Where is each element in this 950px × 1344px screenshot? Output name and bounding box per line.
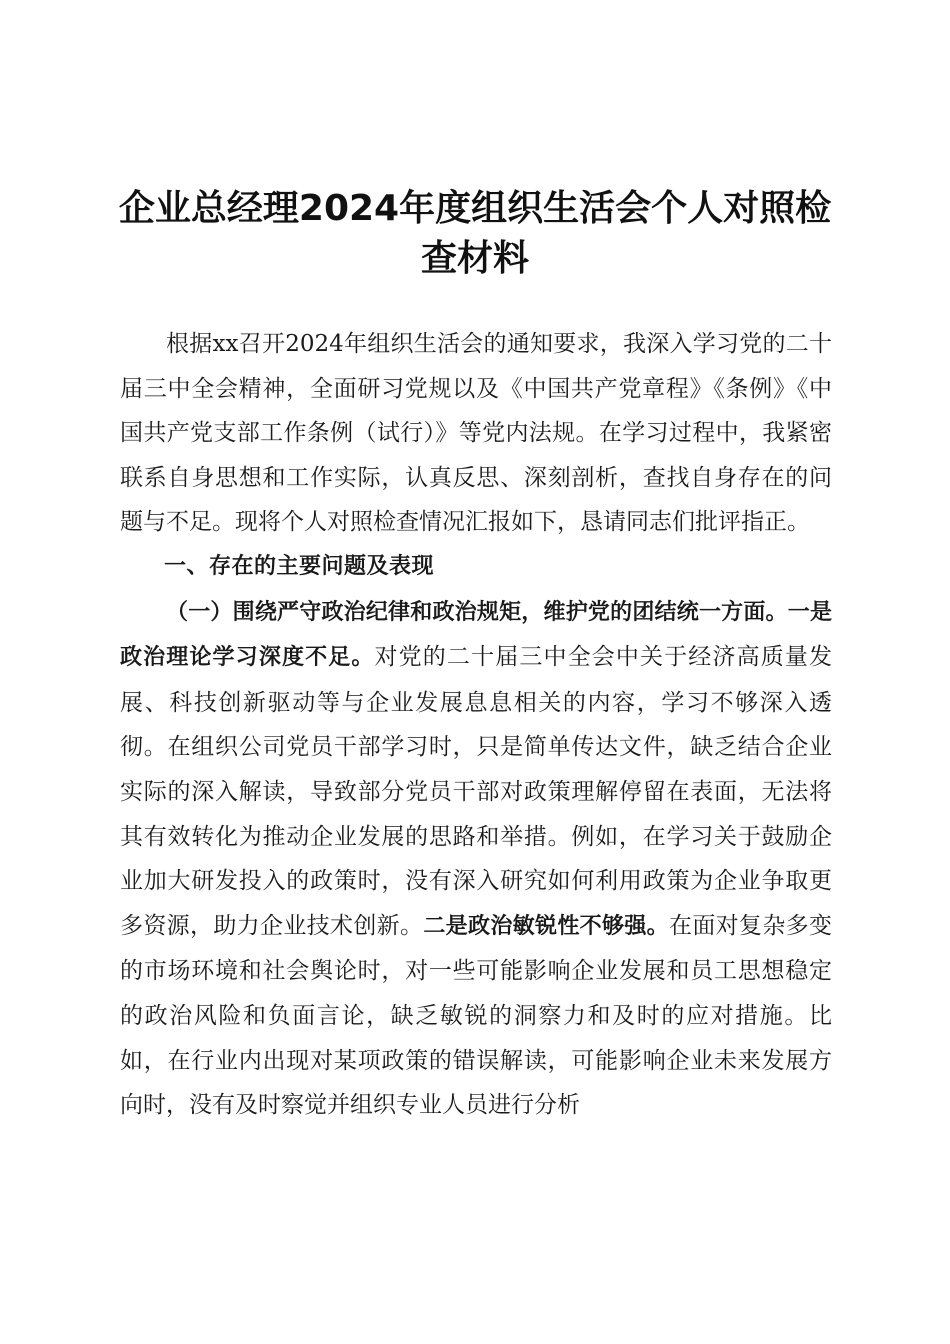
document-body [120, 322, 832, 1128]
point-one-text: 对党的二十届三中全会中关于经济高质量发展、科技创新驱动等与企业发展息息相关的内容，学习不够深入透彻。在组织公司党员干部学习时，只是简单传达文件，缺乏结合企业实际的深入解读，导致部分党员干部对政策理解停留在表面，无法将其有效转化为推动企业发展的思路和举措。例如，在学习关于鼓励企业加大研发投入的政策时，没有深入研究如何利用政策为企业争取更多资源，助力企业技术创新。 [120, 644, 832, 939]
document-title: 企业总经理2024年度组织生活会个人对照检查材料 [118, 188, 832, 279]
subsection-heading: （一）围绕严守政治纪律和政治规矩，维护党的团结统一方面。 [166, 599, 788, 625]
point-two-heading: 二是政治敏锐性不够强。 [423, 913, 669, 939]
intro-paragraph: 根据xx召开2024年组织生活会的通知要求，我深入学习党的二十届三中全会精神，全面研习党规以及《中国共产党章程》《条例》《中国共产党支部工作条例（试行）》等党内法规。在学习过程中，我紧密联系自身思想和工作实际，认真反思、深刻剖析，查找自身存在的问题与不足。现将个人对照检查情况汇报如下，恳请同志们批评指正。 [120, 331, 832, 536]
section-paragraph [120, 590, 832, 1128]
point-two-text: 在面对复杂多变的市场环境和社会舆论时，对一些可能影响企业发展和员工思想稳定的政治风险和负面言论，缺乏敏锐的洞察力和及时的应对措施。比如，在行业内出现对某项政策的错误解读，可能影响企业未来发展方向时，没有及时察觉并组织专业人员进行分析 [120, 912, 832, 1119]
section-heading: 一、存在的主要问题及表现 [164, 553, 435, 579]
point-one-heading: 一是政治理论学习深度不足。 [120, 599, 832, 671]
